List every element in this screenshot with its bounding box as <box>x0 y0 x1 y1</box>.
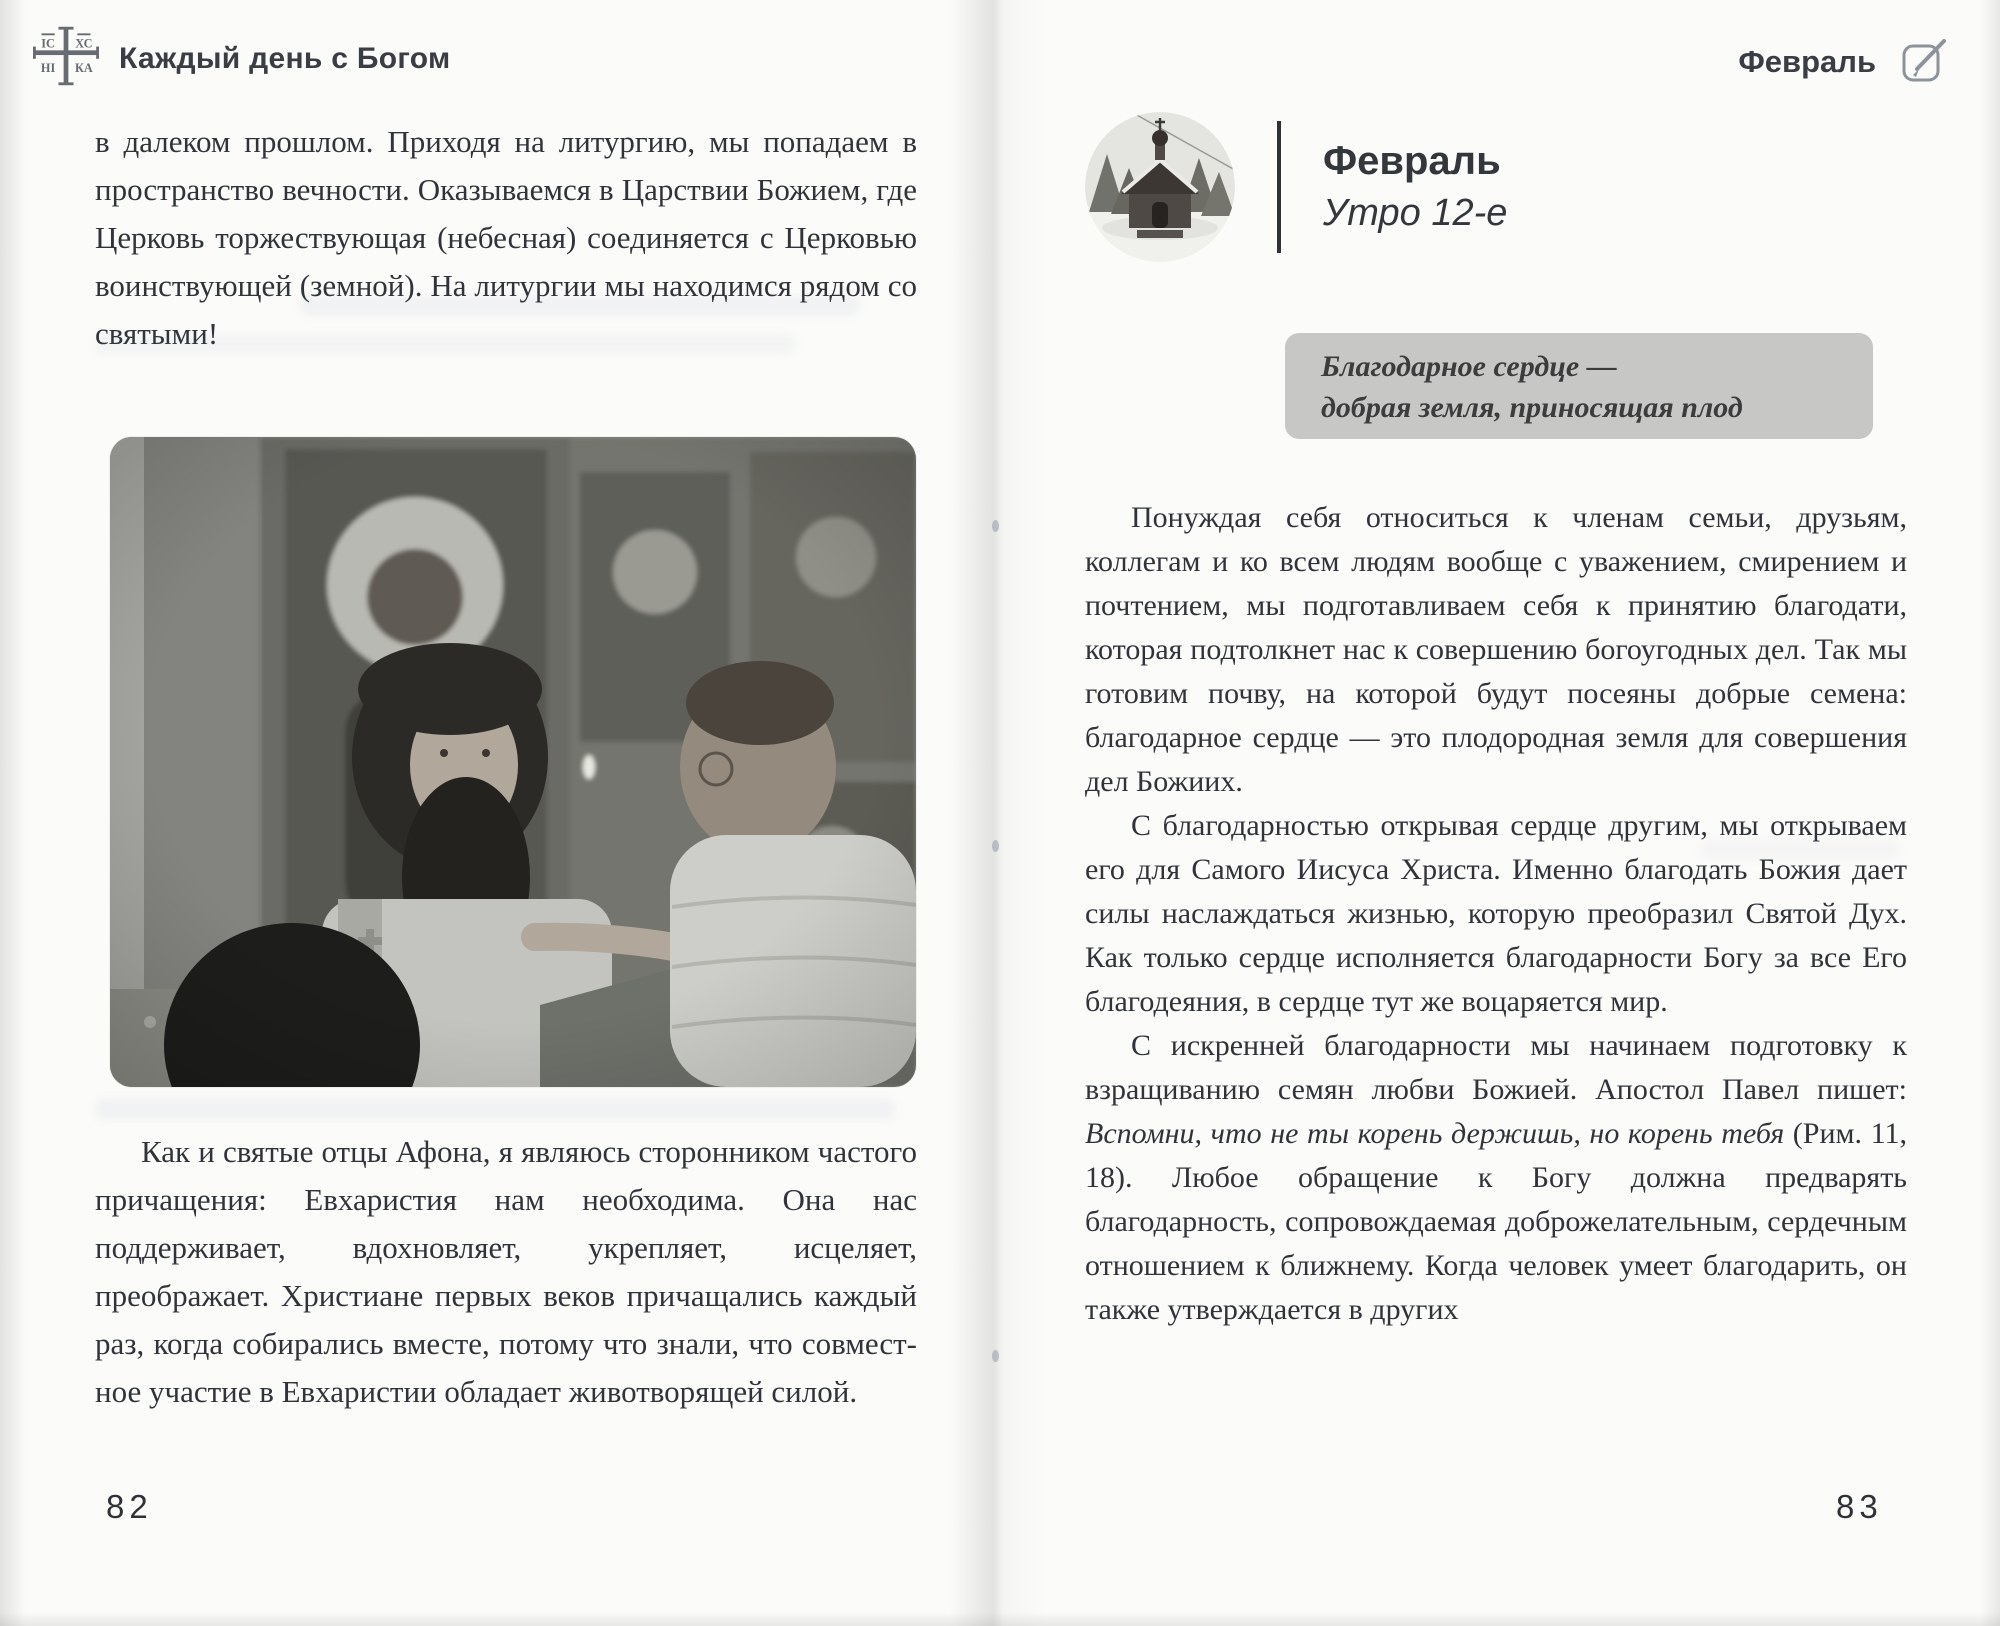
binding-stitch <box>992 840 999 852</box>
right-paragraph-3 <box>1085 1024 1907 1332</box>
chapter-header <box>1085 112 1507 262</box>
left-paragraph-1: в далеком прошлом. Приходя на литургию, мы попадаем в пространство вечности. Оказываемся в Царствии Божием, где Церковь торжествующая (небесная) соединяется с Церковью воинствующей (земной). На литургии мы находимся рядом со святыми! <box>95 124 917 351</box>
book-title: Каждый день с Богом <box>119 41 451 75</box>
chapter-day-title: Утро 12-е <box>1323 192 1508 234</box>
right-paragraph-2: С благодарностью открывая сердце другим, мы открываем его для Самого Иисуса Христа. Именно благодать Божия дает силы наслаждаться жизнью, которую преобразил Святой Дух. Как только сердце исполняется благодарности Богу за все Его благодеяния, в сердце тут же воцаряется мир. <box>1085 809 1907 1018</box>
right-paragraph-1: Понуждая себя относиться к членам семьи, друзьям, коллегам и ко всем людям вообще с уважением, смирением и почтением, мы подготавливаем себя к принятию благодати, которая подтолкнет нас к совершению богоугодных дел. Так мы готовим почву, на которой будут посеяны добрые семена: благодарное сердце — это плодородная земля для совершения дел Божиих. <box>1085 501 1907 798</box>
callout-line-2: добрая земля, приносящая плод <box>1321 391 1743 424</box>
right-paragraph-3-post: (Рим. 11, 18). Любое обращение к Богу должна предварять благодарность, сопровождаемая доброжелательным, сердечным отношением к ближнему. Когда человек умеет благодарить, он также утверждается в других <box>1085 1117 1908 1326</box>
running-header-title: Февраль <box>1738 43 1876 79</box>
winter-church-photo <box>1085 112 1235 262</box>
page-number-82: 82 <box>106 1488 153 1525</box>
orthodox-cross-logo-icon <box>33 26 99 91</box>
left-paragraph-1-container <box>95 118 917 358</box>
binding-stitch <box>992 1350 999 1362</box>
edit-note-icon <box>1898 32 1952 91</box>
left-paragraph-2-container <box>95 1128 917 1416</box>
book-gutter <box>950 0 1046 1626</box>
bleed-through-ghost <box>95 1098 895 1120</box>
binding-stitch <box>992 520 999 532</box>
logo-ic-text: ІС <box>41 36 55 51</box>
left-paragraph-2: Как и святые отцы Афона, я являюсь сторонником частого причащения: Евхаристия нам необходима. Она нас поддерживает, вдохновляет, укрепляет, исцеляет, преображает. Христиане первых веков причащались каждый раз, когда собирались вместе, потому что знали, что совместное участие в Евхаристии обладает животворящей силой. <box>95 1134 917 1409</box>
right-running-header <box>1738 32 1952 91</box>
page-edge-right <box>1980 0 2000 1626</box>
chapter-month-title: Февраль <box>1323 139 1501 183</box>
logo-xc-text: ХС <box>75 36 93 51</box>
page-edge-left <box>0 0 26 1626</box>
right-paragraph-3-pre: С искренней благодарности мы начинаем подготовку к взращиванию семян любви Божией. Апостол Павел пишет: <box>1085 1029 1907 1106</box>
left-running-header <box>33 26 451 91</box>
callout-line-1: Благодарное сердце — <box>1321 350 1617 383</box>
logo-ka-text: КА <box>75 61 93 76</box>
page-edge-bottom <box>0 1612 2000 1626</box>
chapter-divider-rule <box>1277 121 1281 253</box>
callout-box <box>1285 333 1873 439</box>
communion-liturgy-photo <box>110 437 916 1087</box>
right-body-text <box>1085 496 1907 1332</box>
scripture-quote: Вспомни, что не ты корень держишь, но корень тебя <box>1085 1117 1785 1150</box>
logo-ni-text: НІ <box>40 61 56 76</box>
page-number-83: 83 <box>1836 1488 1883 1525</box>
